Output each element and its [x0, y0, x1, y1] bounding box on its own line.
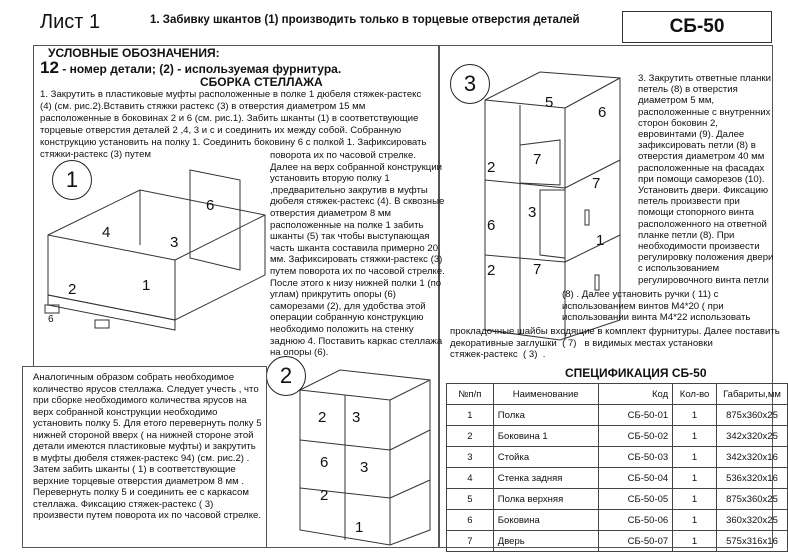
- spec-title: СПЕЦИФИКАЦИЯ СБ-50: [565, 366, 707, 380]
- step-1-text: 1. Закрутить в пластиковые муфты расположенные в полке 1 дюбеля стяжек-растекс (4) (см. рис.2).Вставить стяжки растекс (3) в отверстия диаметром 15 мм расположенные в боковинах 2 и 6 (см. рис.1). Забить шканты (1) в соответствующие торцевые отверстия деталей 2 ,4, 3 и с и соединить их между собой. Собранную конструкцию установить на полку 1. Соединить боковину 6 с полкой 1. Зафиксировать стяжки-растекс (3) путем: [40, 89, 427, 160]
- part-label: 3: [352, 409, 361, 426]
- header-note: 1. Забивку шкантов (1) производить только в торцевые отверстия деталей: [150, 14, 580, 26]
- table-cell: Боковина 1: [493, 426, 598, 447]
- table-cell: 1: [673, 405, 717, 426]
- col-code: Код: [598, 384, 673, 405]
- col-number: №п/п: [447, 384, 494, 405]
- col-name: Наименование: [493, 384, 598, 405]
- table-cell: СБ-50-05: [598, 489, 673, 510]
- table-cell: 342x320x25: [717, 426, 788, 447]
- part-label: 6: [487, 217, 496, 234]
- col-qty: Кол-во: [673, 384, 717, 405]
- table-cell: 5: [447, 489, 494, 510]
- part-label: 5: [545, 94, 554, 111]
- table-cell: СБ-50-03: [598, 447, 673, 468]
- part-label: 3: [360, 459, 369, 476]
- sheet-number: Лист 1: [40, 11, 101, 33]
- table-cell: 536x320x16: [717, 468, 788, 489]
- part-label: 1: [142, 277, 151, 294]
- table-cell: 1: [673, 510, 717, 531]
- legend-title: УСЛОВНЫЕ ОБОЗНАЧЕНИЯ:: [48, 46, 220, 60]
- figure-1-marker: 1: [52, 160, 92, 200]
- table-cell: 575x316x16: [717, 531, 788, 552]
- part-label: 3: [170, 234, 179, 251]
- table-cell: Стойка: [493, 447, 598, 468]
- part-label: 3: [528, 204, 537, 221]
- assembly-title: СБОРКА СТЕЛЛАЖА: [200, 75, 323, 89]
- table-cell: Полка верхняя: [493, 489, 598, 510]
- part-label: 1: [596, 232, 605, 249]
- table-cell: 4: [447, 468, 494, 489]
- table-cell: 6: [447, 510, 494, 531]
- table-row: [447, 405, 788, 426]
- table-cell: Стенка задняя: [493, 468, 598, 489]
- table-cell: 875x360x25: [717, 489, 788, 510]
- part-label: 6: [320, 454, 329, 471]
- part-label: 6: [48, 314, 54, 325]
- table-cell: 360x320x25: [717, 510, 788, 531]
- step-3-text: 3. Закрутить ответные планки петель (8) в отверстия диаметром 5 мм, расположенные с внутренних сторон боковин 2, евровинтами (9). Далее зафиксировать петли (8) в отверстия диаметром 40 мм расположенные на фасадах при помощи саморезов (10). Установить двери. Фиксацию петель произвести при помощи стопорного винта расположенного на ответной планке петли (8). При необходимости произвести регулировку положения двери с использованием регулировочного винта петли: [638, 73, 773, 286]
- part-label: 7: [533, 151, 542, 168]
- table-cell: СБ-50-07: [598, 531, 673, 552]
- table-cell: 342x320x16: [717, 447, 788, 468]
- table-cell: 1: [673, 426, 717, 447]
- part-label: 2: [487, 159, 496, 176]
- table-cell: Боковина: [493, 510, 598, 531]
- part-label: 7: [533, 261, 542, 278]
- table-cell: СБ-50-01: [598, 405, 673, 426]
- part-label: 6: [598, 104, 607, 121]
- table-cell: 875x360x25: [717, 405, 788, 426]
- part-label: 6: [206, 197, 215, 214]
- table-row: [447, 531, 788, 552]
- table-cell: 1: [673, 531, 717, 552]
- legend-text: - номер детали; (2) - используемая фурнитура.: [58, 62, 342, 76]
- part-label: 2: [487, 262, 496, 279]
- part-label: 2: [68, 281, 77, 298]
- table-row: [447, 447, 788, 468]
- part-label: 7: [592, 175, 601, 192]
- table-cell: 1: [673, 447, 717, 468]
- table-cell: СБ-50-06: [598, 510, 673, 531]
- table-cell: Полка: [493, 405, 598, 426]
- step-1-continued: поворота их по часовой стрелке. Далее на верх собранной конструкции установить вторую полку 1 ,предварительно закрутив в муфты дюбеля стяжек-растекс (4). В сквозные отверстия диаметром 8 мм расположенные на полке 1 забить шканты (5) так чтобы выступающая часть шканта составила примерно 20 мм. Зафиксировать стяжки-растекс (3) путем поворота их по часовой стрелке. После этого к низу нижней полки 1 (по углам) прикрутить опоры (6) саморезами (2), для удобства этой операции собранную конструкцию необходимо положить на стенку заднюю 4. Поставить каркас стеллажа на опоры (6).: [270, 150, 445, 359]
- table-row: [447, 489, 788, 510]
- table-cell: 2: [447, 426, 494, 447]
- table-row: [447, 468, 788, 489]
- table-cell: СБ-50-02: [598, 426, 673, 447]
- spec-table: [446, 383, 788, 552]
- table-cell: 3: [447, 447, 494, 468]
- part-label: 1: [355, 519, 364, 536]
- table-cell: СБ-50-04: [598, 468, 673, 489]
- table-cell: 1: [447, 405, 494, 426]
- figure-3-marker: 3: [450, 64, 490, 104]
- legend-line: [40, 60, 341, 76]
- part-label: 2: [318, 409, 327, 426]
- figure-2-marker: 2: [266, 356, 306, 396]
- part-label: 4: [102, 224, 111, 241]
- table-row: [447, 426, 788, 447]
- part-label: 2: [320, 487, 329, 504]
- step-2-text: Аналогичным образом собрать необходимое количество ярусов стеллажа. Следует учесть , что при сборке необходимого количества ярусов на верх собранной конструкции необходимо установить полку 5. Для етого перевернуть полку 5 нижней стороной вверх ( на нижней стороне этой детали имеются пластиковые муфты) и закрутить в муфты дюбеля стяжек-растекс 94) (см. рис.2) . Затем забить шканты ( 1) в соответствующие верхние торцевые отверстия диаметром 8 мм . Перевернуть полку 5 и соединить ее с каркасом стеллажа. Фиксацию стяжек-растекс ( 3) произвести путем поворота их по часовой стрелке.: [33, 372, 262, 521]
- legend-number: 12: [40, 58, 59, 77]
- step-3-continued: (8) . Далее установить ручки ( 11) с использованием винтов М4*20 ( при использовании винта М4*22 использовать: [562, 289, 751, 323]
- table-cell: Дверь: [493, 531, 598, 552]
- product-code: СБ-50: [622, 11, 772, 43]
- table-cell: 7: [447, 531, 494, 552]
- table-cell: 1: [673, 489, 717, 510]
- table-cell: 1: [673, 468, 717, 489]
- step-3-end: прокладочные шайбы входящие в комплект фурнитуры. Далее поставить декоративные заглушки ( 7) в видимых местах установки стяжек-растекс ( 3) .: [450, 326, 780, 360]
- table-header-row: [447, 384, 788, 405]
- table-row: [447, 510, 788, 531]
- col-dimensions: Габариты,мм: [717, 384, 788, 405]
